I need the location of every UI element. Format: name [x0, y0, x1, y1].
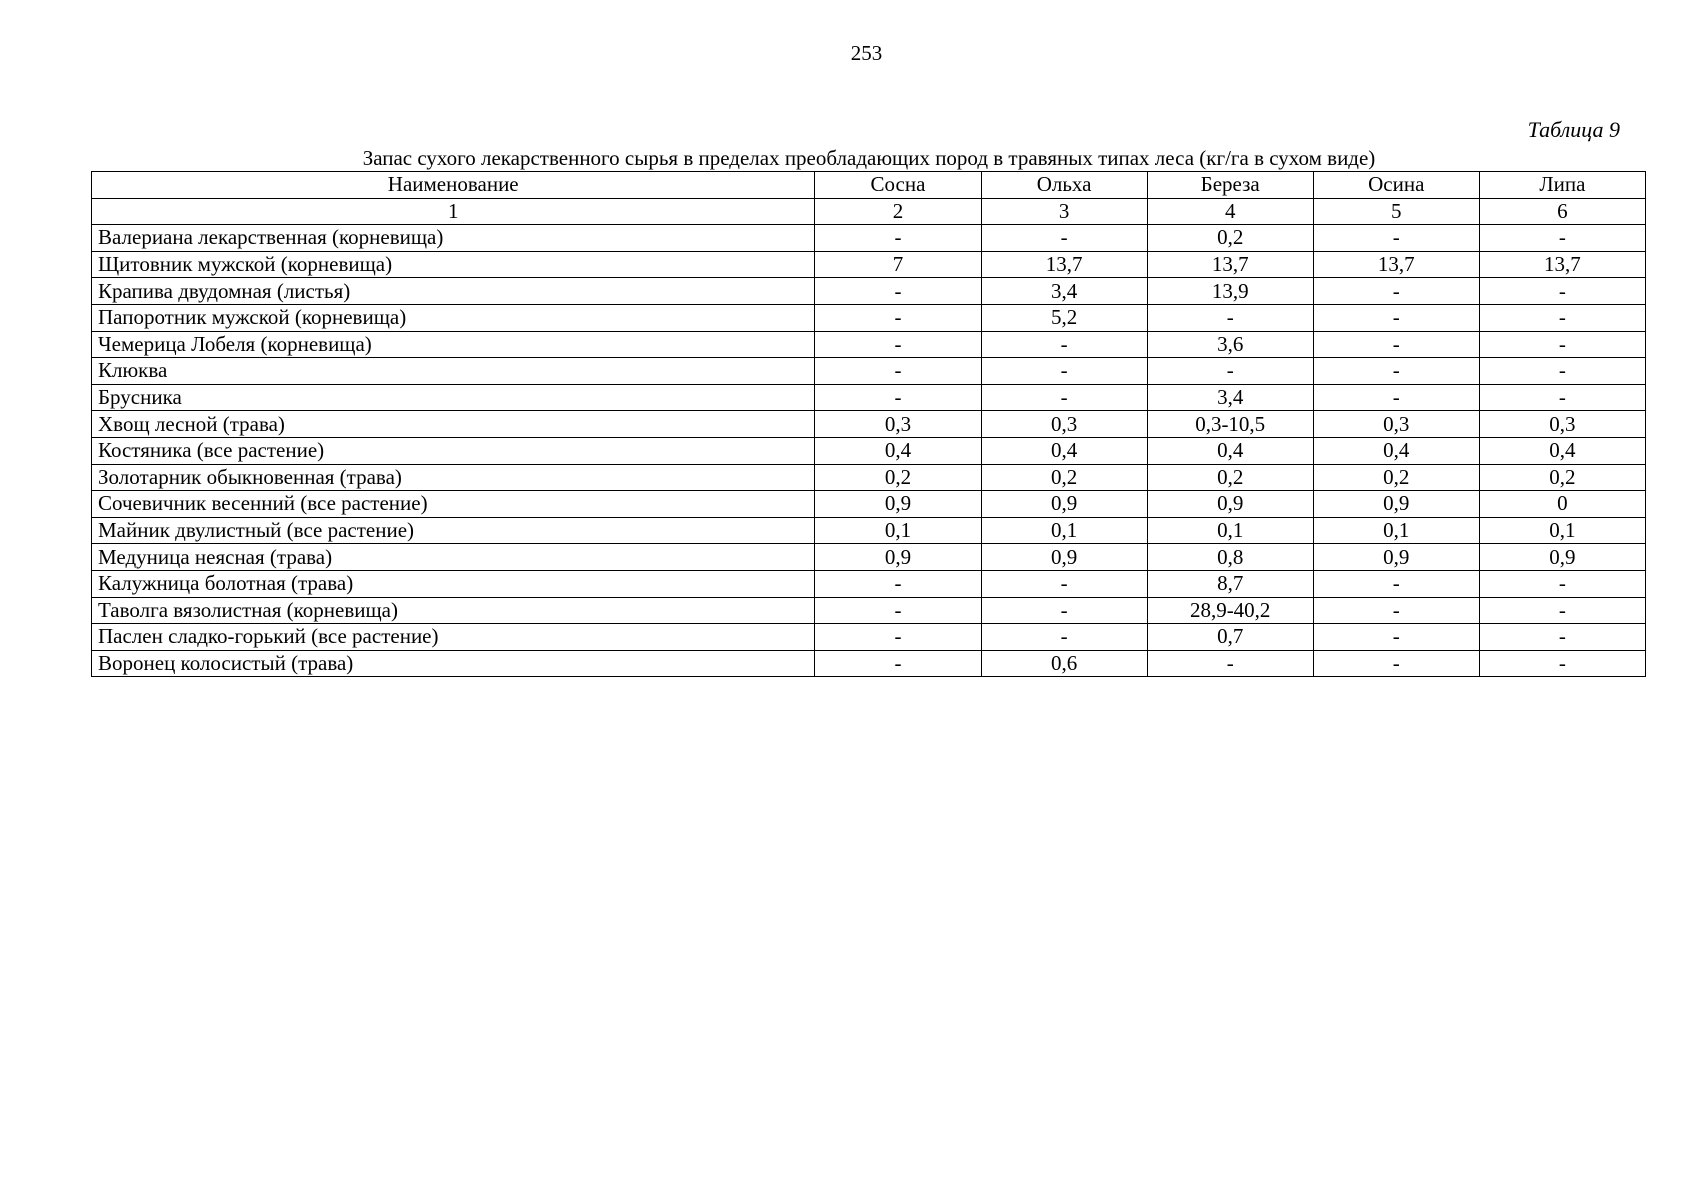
- value-cell: -: [1313, 225, 1479, 252]
- value-cell: -: [815, 358, 981, 385]
- header-row: [92, 172, 1646, 199]
- value-cell: 0,1: [981, 517, 1147, 544]
- header-aspen: Осина: [1313, 172, 1479, 199]
- value-cell: 13,7: [1479, 251, 1645, 278]
- table-row: [92, 358, 1646, 385]
- table-caption: Запас сухого лекарственного сырья в пределах преобладающих пород в травяных типах леса (кг/га в сухом виде): [362, 146, 1376, 170]
- value-cell: -: [1313, 278, 1479, 305]
- table-row: [92, 384, 1646, 411]
- header-name: Наименование: [92, 172, 815, 199]
- value-cell: -: [1479, 278, 1645, 305]
- table-row: [92, 491, 1646, 518]
- value-cell: 0,7: [1147, 624, 1313, 651]
- header-linden: Липа: [1479, 172, 1645, 199]
- value-cell: 0,2: [1147, 225, 1313, 252]
- plant-name-cell: Чемерица Лобеля (корневища): [92, 331, 815, 358]
- table-row: [92, 464, 1646, 491]
- plant-name-cell: Калужница болотная (трава): [92, 570, 815, 597]
- value-cell: 0,2: [1479, 464, 1645, 491]
- value-cell: 0,6: [981, 650, 1147, 677]
- value-cell: -: [815, 570, 981, 597]
- column-number: 2: [815, 198, 981, 225]
- table-row: [92, 650, 1646, 677]
- column-number: 6: [1479, 198, 1645, 225]
- value-cell: -: [981, 331, 1147, 358]
- value-cell: 0,9: [815, 544, 981, 571]
- plant-name-cell: Золотарник обыкновенная (трава): [92, 464, 815, 491]
- value-cell: -: [1313, 331, 1479, 358]
- column-number-row: [92, 198, 1646, 225]
- value-cell: -: [815, 624, 981, 651]
- plant-name-cell: Паслен сладко-горький (все растение): [92, 624, 815, 651]
- plant-name-cell: Щитовник мужской (корневища): [92, 251, 815, 278]
- value-cell: 0,4: [1147, 437, 1313, 464]
- value-cell: -: [1479, 650, 1645, 677]
- value-cell: 3,6: [1147, 331, 1313, 358]
- value-cell: 8,7: [1147, 570, 1313, 597]
- table-label: Таблица 9: [1527, 117, 1620, 142]
- value-cell: 13,7: [1147, 251, 1313, 278]
- value-cell: -: [1479, 304, 1645, 331]
- value-cell: -: [1313, 570, 1479, 597]
- value-cell: 5,2: [981, 304, 1147, 331]
- table-row: [92, 544, 1646, 571]
- table-row: [92, 411, 1646, 438]
- value-cell: -: [1479, 384, 1645, 411]
- table-row: [92, 251, 1646, 278]
- medicinal-raw-materials-table: [91, 171, 1646, 677]
- header-birch: Береза: [1147, 172, 1313, 199]
- value-cell: 0,4: [1313, 437, 1479, 464]
- value-cell: 3,4: [1147, 384, 1313, 411]
- value-cell: 0,1: [1313, 517, 1479, 544]
- value-cell: 0,9: [1313, 491, 1479, 518]
- value-cell: -: [815, 278, 981, 305]
- value-cell: -: [1313, 384, 1479, 411]
- table-row: [92, 597, 1646, 624]
- value-cell: 0,9: [1147, 491, 1313, 518]
- value-cell: -: [815, 331, 981, 358]
- value-cell: -: [1313, 358, 1479, 385]
- plant-name-cell: Папоротник мужской (корневища): [92, 304, 815, 331]
- value-cell: -: [981, 624, 1147, 651]
- value-cell: 0,4: [815, 437, 981, 464]
- value-cell: -: [815, 225, 981, 252]
- value-cell: -: [981, 597, 1147, 624]
- value-cell: -: [1479, 570, 1645, 597]
- value-cell: 0,4: [981, 437, 1147, 464]
- plant-name-cell: Валериана лекарственная (корневища): [92, 225, 815, 252]
- value-cell: 0: [1479, 491, 1645, 518]
- value-cell: -: [1479, 358, 1645, 385]
- value-cell: 0,2: [1147, 464, 1313, 491]
- value-cell: -: [1313, 597, 1479, 624]
- table-row: [92, 278, 1646, 305]
- value-cell: -: [981, 384, 1147, 411]
- value-cell: 13,7: [1313, 251, 1479, 278]
- plant-name-cell: Сочевичник весенний (все растение): [92, 491, 815, 518]
- value-cell: 0,9: [981, 491, 1147, 518]
- plant-name-cell: Клюква: [92, 358, 815, 385]
- column-number: 3: [981, 198, 1147, 225]
- value-cell: -: [1147, 304, 1313, 331]
- value-cell: 0,1: [1479, 517, 1645, 544]
- value-cell: 0,3-10,5: [1147, 411, 1313, 438]
- value-cell: 0,3: [981, 411, 1147, 438]
- value-cell: -: [1479, 225, 1645, 252]
- value-cell: -: [1313, 624, 1479, 651]
- plant-name-cell: Хвощ лесной (трава): [92, 411, 815, 438]
- value-cell: -: [981, 225, 1147, 252]
- value-cell: 0,9: [1313, 544, 1479, 571]
- value-cell: -: [1479, 624, 1645, 651]
- column-number: 4: [1147, 198, 1313, 225]
- table-row: [92, 624, 1646, 651]
- value-cell: 0,1: [1147, 517, 1313, 544]
- value-cell: 0,3: [1313, 411, 1479, 438]
- value-cell: -: [1147, 650, 1313, 677]
- value-cell: 0,9: [815, 491, 981, 518]
- value-cell: -: [815, 650, 981, 677]
- table-body: [92, 225, 1646, 677]
- table-row: [92, 331, 1646, 358]
- table-row: [92, 304, 1646, 331]
- value-cell: 3,4: [981, 278, 1147, 305]
- value-cell: -: [1313, 650, 1479, 677]
- header-pine: Сосна: [815, 172, 981, 199]
- table-row: [92, 225, 1646, 252]
- column-number: 1: [92, 198, 815, 225]
- plant-name-cell: Таволга вязолистная (корневища): [92, 597, 815, 624]
- column-number: 5: [1313, 198, 1479, 225]
- plant-name-cell: Воронец колосистый (трава): [92, 650, 815, 677]
- value-cell: 0,9: [981, 544, 1147, 571]
- table-row: [92, 437, 1646, 464]
- plant-name-cell: Майник двулистный (все растение): [92, 517, 815, 544]
- table-row: [92, 570, 1646, 597]
- value-cell: 0,4: [1479, 437, 1645, 464]
- value-cell: -: [1479, 597, 1645, 624]
- value-cell: 0,3: [815, 411, 981, 438]
- value-cell: 28,9-40,2: [1147, 597, 1313, 624]
- value-cell: -: [1313, 304, 1479, 331]
- value-cell: -: [815, 384, 981, 411]
- value-cell: 0,3: [1479, 411, 1645, 438]
- value-cell: -: [815, 597, 981, 624]
- value-cell: -: [1147, 358, 1313, 385]
- value-cell: 0,9: [1479, 544, 1645, 571]
- value-cell: 13,7: [981, 251, 1147, 278]
- plant-name-cell: Костяника (все растение): [92, 437, 815, 464]
- value-cell: -: [981, 358, 1147, 385]
- value-cell: -: [1479, 331, 1645, 358]
- table-row: [92, 517, 1646, 544]
- value-cell: 13,9: [1147, 278, 1313, 305]
- value-cell: 0,1: [815, 517, 981, 544]
- value-cell: -: [815, 304, 981, 331]
- value-cell: 0,2: [981, 464, 1147, 491]
- header-alder: Ольха: [981, 172, 1147, 199]
- value-cell: 0,2: [1313, 464, 1479, 491]
- value-cell: -: [981, 570, 1147, 597]
- plant-name-cell: Медуница неясная (трава): [92, 544, 815, 571]
- page-number: 253: [850, 41, 883, 65]
- value-cell: 0,2: [815, 464, 981, 491]
- plant-name-cell: Брусника: [92, 384, 815, 411]
- value-cell: 7: [815, 251, 981, 278]
- value-cell: 0,8: [1147, 544, 1313, 571]
- plant-name-cell: Крапива двудомная (листья): [92, 278, 815, 305]
